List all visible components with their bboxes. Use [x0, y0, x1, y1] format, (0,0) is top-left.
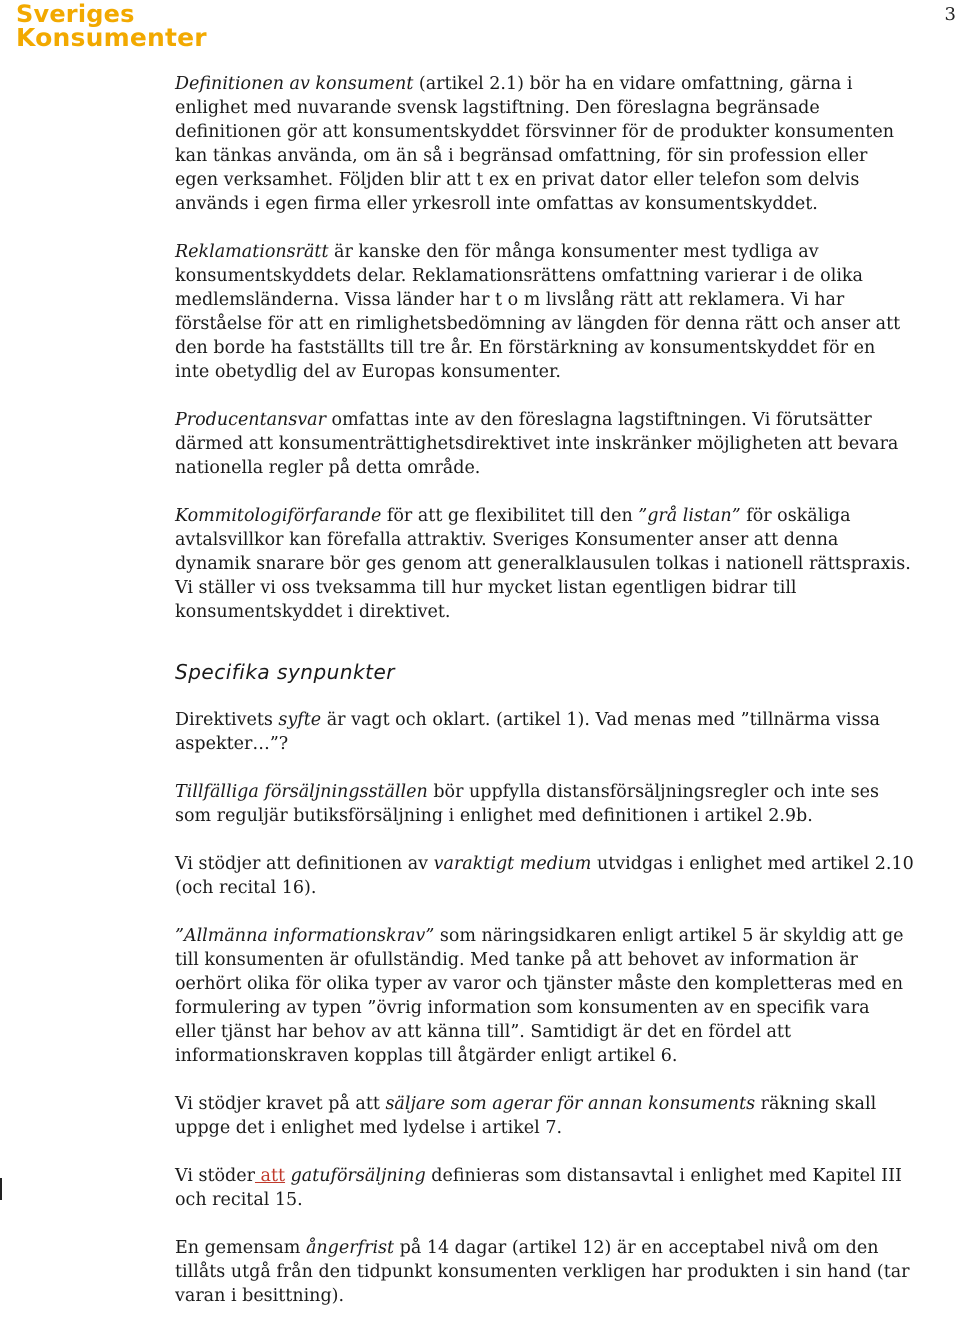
text: är vagt och oklart. (artikel 1). Vad menas med ”tillnärma vissa aspekter…”?: [175, 710, 880, 754]
text: anser att den borde ha fastställts till tre år.: [175, 314, 901, 358]
term: Tillfälliga försäljningsställen: [175, 782, 428, 802]
paragraph-comitology: [175, 504, 915, 624]
term: Producentansvar: [175, 410, 326, 430]
paragraph-temporary-sales: [175, 780, 915, 828]
text: Vi stödjer kravet på att: [175, 1094, 386, 1114]
logo: [16, 2, 207, 50]
text: En gemensam: [175, 1238, 306, 1258]
paragraph-producer-liability: [175, 408, 915, 480]
paragraph-withdrawal-period: [175, 1236, 915, 1308]
text: som näringsidkaren enligt artikel 5 är skyldig att ge till konsumenten är ofullständig. Med tanke på att behovet av information är oerhört olika för olika typer av varor och tjänster måste den kompletteras med en formulering av typen ”övrig information som konsumenten av en specifik vara eller tjänst har behov av att känna till”. Samtidigt är det en fördel att informationskraven kopplas till åtgärder enligt artikel 6.: [175, 926, 904, 1066]
term: gatuförsäljning: [290, 1166, 426, 1186]
text: på 14 dagar (artikel 12) är en acceptabel nivå om den tillåts utgå från den tidpunkt konsumenten verkligen har produkten i sin hand (tar varan i besittning).: [175, 1238, 910, 1306]
change-bar: [0, 1178, 2, 1200]
term: säljare som agerar för annan konsuments: [385, 1094, 756, 1114]
paragraph-street-sales: [175, 1164, 915, 1212]
text: är kanske den för många konsumenter mest tydliga av konsumentskyddets delar. Reklamationsrättens omfattning varierar i de olika medlemsländerna. Vissa länder har t o m livslång rätt att reklamera. Vi har förståelse för att en rimlighetsbedömning av längden för denna rätt och: [175, 242, 863, 334]
paragraph-consumer-definition: [175, 72, 915, 216]
tracked-insertion: att: [254, 1166, 286, 1186]
term: ångerfrist: [305, 1238, 395, 1258]
term: ”Allmänna informationskrav”: [175, 926, 435, 946]
document-body: [175, 72, 915, 1332]
logo-line-1: Sveriges: [16, 0, 135, 28]
paragraph-sellers-on-behalf: [175, 1092, 915, 1140]
page-number: 3: [944, 4, 956, 25]
text: Vi stödjer att definitionen av: [175, 854, 434, 874]
paragraph-complaint-right: [175, 240, 915, 384]
text: räkning skall uppge det i enlighet med lydelse i artikel 7.: [175, 1094, 877, 1138]
logo-line-2: Konsumenter: [16, 23, 207, 52]
term: syfte: [278, 710, 322, 730]
paragraph-information-requirements: [175, 924, 915, 1068]
term: Reklamationsrätt: [175, 242, 329, 262]
term: ”grå listan”: [638, 506, 741, 526]
text: utvidgas i enlighet med artikel 2.10 (och recital 16).: [175, 854, 914, 898]
term: varaktigt medium: [433, 854, 592, 874]
text: definieras som distansavtal i enlighet med Kapitel III och recital 15.: [175, 1166, 902, 1210]
text: (artikel 2.1) bör ha en vidare omfattning, gärna i enlighet med nuvarande svensk lagstiftning. Den föreslagna begränsade definitionen gör att konsumentskyddet försvinner för de produkter konsumenten kan tänkas använda, om än så i begränsad omfattning, för sin profession eller egen verksamhet. Följden blir att t ex en privat dator eller telefon som delvis används i egen firma eller yrkesroll inte omfattas av konsumentskyddet.: [175, 74, 894, 214]
text: för att ge flexibilitet till den: [381, 506, 639, 526]
term: Kommitologiförfarande: [175, 506, 382, 526]
text: omfattas inte av den föreslagna lagstiftningen. Vi förutsätter därmed att konsumenträttighetsdirektivet inte inskränker möjligheten att bevara nationella regler på detta område.: [175, 410, 899, 478]
text: Direktivets: [175, 710, 279, 730]
paragraph-purpose: [175, 708, 915, 756]
term: Definitionen av konsument: [175, 74, 414, 94]
text: för oskäliga avtalsvillkor kan förefalla attraktiv. Sveriges Konsumenter anser att denna dynamik snarare bör ges genom att generalklausulen tolkas i nationell rättspraxis. Vi ställer vi oss tveksamma till hur mycket listan egentligen bidrar till konsumentskyddet i direktivet.: [175, 506, 911, 622]
text: Vi stöder: [175, 1166, 255, 1186]
text: bör uppfylla distansförsäljningsregler och inte ses som reguljär butiksförsäljning i enlighet med definitionen i artikel 2.9b.: [175, 782, 879, 826]
paragraph-durable-medium: [175, 852, 915, 900]
text: En förstärkning av konsumentskyddet för en inte obetydlig del av Europas konsumenter.: [175, 338, 876, 382]
section-heading: Specifika synpunkter: [175, 660, 395, 684]
